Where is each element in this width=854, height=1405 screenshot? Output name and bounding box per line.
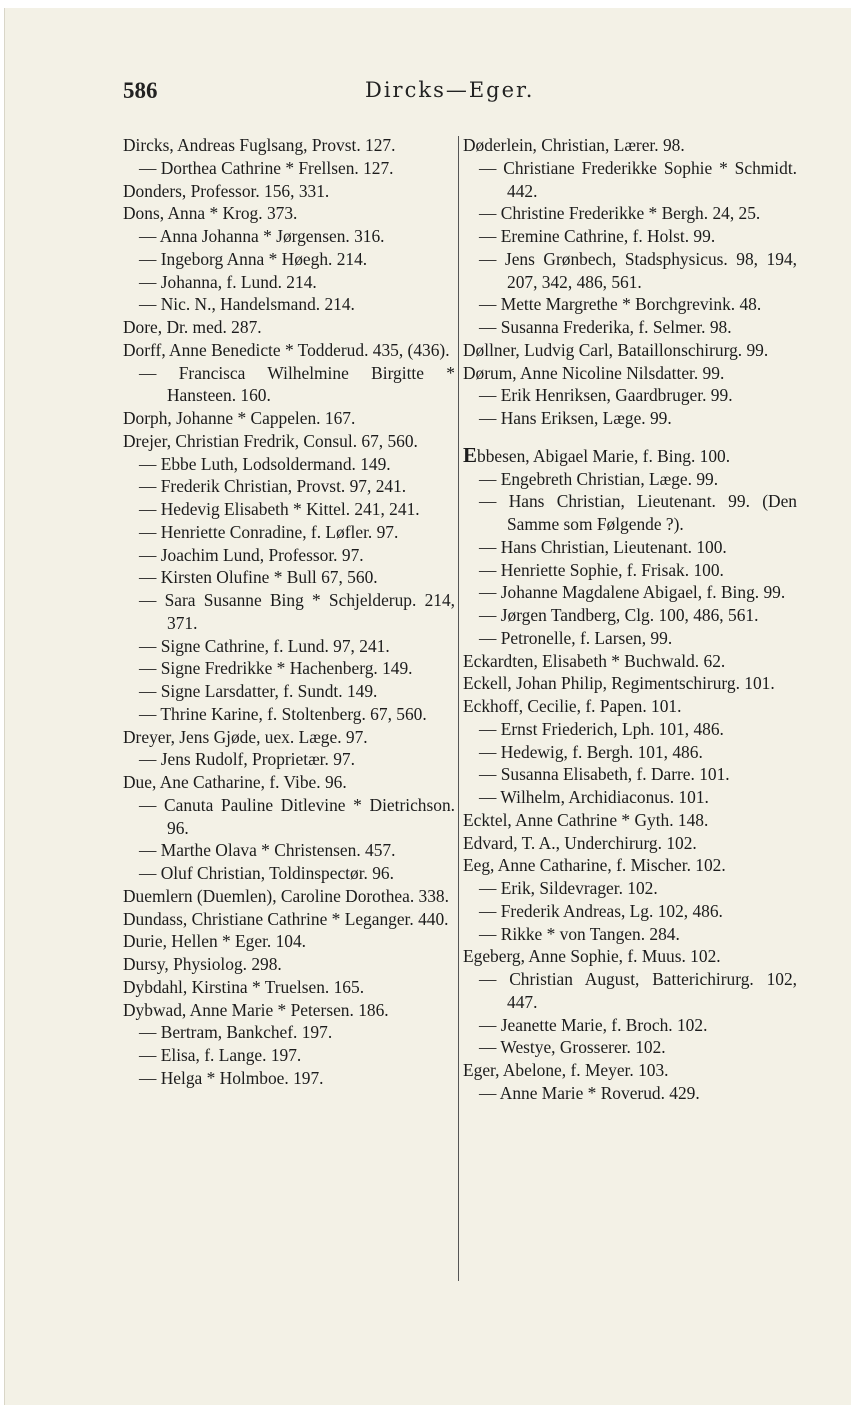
index-entry: — Eremine Cathrine, f. Holst. 99. <box>479 226 716 246</box>
index-entry: Dore, Dr. med. 287. <box>123 317 262 337</box>
index-entry: — Elisa, f. Lange. 197. <box>139 1045 302 1065</box>
book-page <box>4 8 851 1405</box>
index-entry: — Petronelle, f. Larsen, 99. <box>479 627 673 648</box>
index-entry: — Ernst Friederich, Lph. 101, 486. <box>479 718 724 739</box>
index-entry: — Francisca Wilhelmine Birgitte * Hansteen. 160. <box>139 362 455 406</box>
index-entry: — Hans Christian, Lieutenant. 99. (Den Samme som Følgende ?). <box>479 491 797 534</box>
index-entry: — Henriette Sophie, f. Frisak. 100. <box>479 559 724 580</box>
index-entry: Dons, Anna * Krog. 373. <box>123 203 298 224</box>
index-entry: Dircks, Andreas Fuglsang, Provst. 127. <box>123 135 396 155</box>
index-entry: — Bertram, Bankchef. 197. <box>139 1022 333 1043</box>
index-entry: — Hans Eriksen, Læge. 99. <box>479 408 672 428</box>
column-divider <box>458 136 459 1281</box>
index-entry: Durie, Hellen * Eger. 104. <box>123 931 307 952</box>
page-header <box>5 78 851 118</box>
index-entry: Ecktel, Anne Cathrine * Gyth. 148. <box>463 809 709 830</box>
index-entry: — Nic. N., Handelsmand. 214. <box>139 294 355 315</box>
index-entry: — Johanna, f. Lund. 214. <box>139 271 317 292</box>
index-entry: — Kirsten Olufine * Bull 67, 560. <box>139 567 378 588</box>
index-entry: — Erik Henriksen, Gaardbruger. 99. <box>479 385 733 406</box>
index-entry: — Westye, Grosserer. 102. <box>479 1037 666 1058</box>
index-entry: — Susanna Frederika, f. Selmer. 98. <box>479 317 732 337</box>
index-entry: — Ebbe Luth, Lodsoldermand. 149. <box>139 453 391 474</box>
index-entry: — Hedevig Elisabeth * Kittel. 241, 241. <box>139 499 420 519</box>
index-entry: Egeberg, Anne Sophie, f. Muus. 102. <box>463 946 721 967</box>
index-entry: Ebbesen, Abigael Marie, f. Bing. 100. <box>463 442 731 467</box>
index-entry: — Jens Rudolf, Proprietær. 97. <box>139 749 355 770</box>
index-entry: Døderlein, Christian, Lærer. 98. <box>463 135 685 155</box>
index-entry: — Signe Fredrikke * Hachenberg. 149. <box>139 658 413 679</box>
index-entry: Duemlern (Duemlen), Caroline Dorothea. 338. <box>123 885 449 906</box>
index-entry: — Susanna Elisabeth, f. Darre. 101. <box>479 764 730 785</box>
index-entry: — Frederik Andreas, Lg. 102, 486. <box>479 900 723 921</box>
index-entry: Donders, Professor. 156, 331. <box>123 180 330 201</box>
index-entry: — Henriette Conradine, f. Løfler. 97. <box>139 521 399 542</box>
index-entry: — Engebreth Christian, Læge. 99. <box>479 468 719 489</box>
index-entry: Eckardten, Elisabeth * Buchwald. 62. <box>463 650 726 671</box>
index-entry: — Jørgen Tandberg, Clg. 100, 486, 561. <box>479 605 759 625</box>
index-entry: Due, Ane Catharine, f. Vibe. 96. <box>123 772 347 792</box>
right-column <box>463 134 797 1105</box>
running-head: Dircks—Eger. <box>365 78 535 102</box>
index-entry: Dybwad, Anne Marie * Petersen. 186. <box>123 999 389 1020</box>
index-entry: — Mette Margrethe * Borchgrevink. 48. <box>479 294 762 315</box>
index-entry: Dreyer, Jens Gjøde, uex. Læge. 97. <box>123 726 368 747</box>
index-entry: Dorph, Johanne * Cappelen. 167. <box>123 408 356 428</box>
index-entry: — Canuta Pauline Ditlevine * Dietrichson. 96. <box>139 794 455 838</box>
index-entry: — Ingeborg Anna * Høegh. 214. <box>139 248 368 269</box>
index-entry: Dørum, Anne Nicoline Nilsdatter. 99. <box>463 362 725 383</box>
index-entry: — Marthe Olava * Christensen. 457. <box>139 840 396 861</box>
index-entry: — Signe Larsdatter, f. Sundt. 149. <box>139 681 378 701</box>
index-entry: — Anne Marie * Roverud. 429. <box>479 1082 700 1103</box>
page-number: 586 <box>123 78 158 103</box>
left-column <box>123 134 455 1090</box>
index-entry: Eckhoff, Cecilie, f. Papen. 101. <box>463 696 682 716</box>
index-entry: — Signe Cathrine, f. Lund. 97, 241. <box>139 635 390 656</box>
index-entry: Dundass, Christiane Cathrine * Leganger. 440. <box>123 908 449 929</box>
index-entry: — Thrine Karine, f. Stoltenberg. 67, 560. <box>139 703 427 724</box>
index-entry: — Helga * Holmboe. 197. <box>139 1067 324 1088</box>
index-entry: Eckell, Johan Philip, Regimentschirurg. 101. <box>463 673 775 694</box>
index-entry: — Christiane Frederikke Sophie * Schmidt. 442. <box>479 157 797 201</box>
index-entry: — Johanne Magdalene Abigael, f. Bing. 99. <box>479 582 786 603</box>
index-entry: — Dorthea Cathrine * Frellsen. 127. <box>139 157 394 178</box>
index-entry: — Jens Grønbech, Stadsphysicus. 98, 194, 207, 342, 486, 561. <box>479 248 797 292</box>
index-entry: — Jeanette Marie, f. Broch. 102. <box>479 1014 708 1035</box>
index-entry: — Oluf Christian, Toldinspectør. 96. <box>139 863 394 883</box>
index-entry: Edvard, T. A., Underchirurg. 102. <box>463 832 697 853</box>
index-entry: Døllner, Ludvig Carl, Bataillonschirurg. 99. <box>463 339 769 360</box>
index-entry: — Erik, Sildevrager. 102. <box>479 878 658 898</box>
index-entry: — Frederik Christian, Provst. 97, 241. <box>139 476 407 497</box>
index-entry: — Joachim Lund, Professor. 97. <box>139 544 364 565</box>
index-entry: Dorff, Anne Benedicte * Todderud. 435, (436). <box>123 339 450 360</box>
index-entry: — Wilhelm, Archidiaconus. 101. <box>479 787 709 807</box>
index-entry: Dybdahl, Kirstina * Truelsen. 165. <box>123 976 365 997</box>
index-entry: Eeg, Anne Catharine, f. Mischer. 102. <box>463 855 726 876</box>
index-entry: — Anna Johanna * Jørgensen. 316. <box>139 226 385 246</box>
index-entry: Dursy, Physiolog. 298. <box>123 954 282 974</box>
index-entry: — Sara Susanne Bing * Schjelderup. 214, 371. <box>139 590 455 633</box>
index-entry: — Christine Frederikke * Bergh. 24, 25. <box>479 203 761 224</box>
index-entry: — Hedewig, f. Bergh. 101, 486. <box>479 741 703 762</box>
index-entry: — Rikke * von Tangen. 284. <box>479 923 680 944</box>
index-entry: Drejer, Christian Fredrik, Consul. 67, 560. <box>123 430 418 451</box>
index-entry: Eger, Abelone, f. Meyer. 103. <box>463 1060 669 1080</box>
index-entry: — Christian August, Batterichirurg. 102, 447. <box>479 969 797 1012</box>
index-entry: — Hans Christian, Lieutenant. 100. <box>479 536 727 557</box>
